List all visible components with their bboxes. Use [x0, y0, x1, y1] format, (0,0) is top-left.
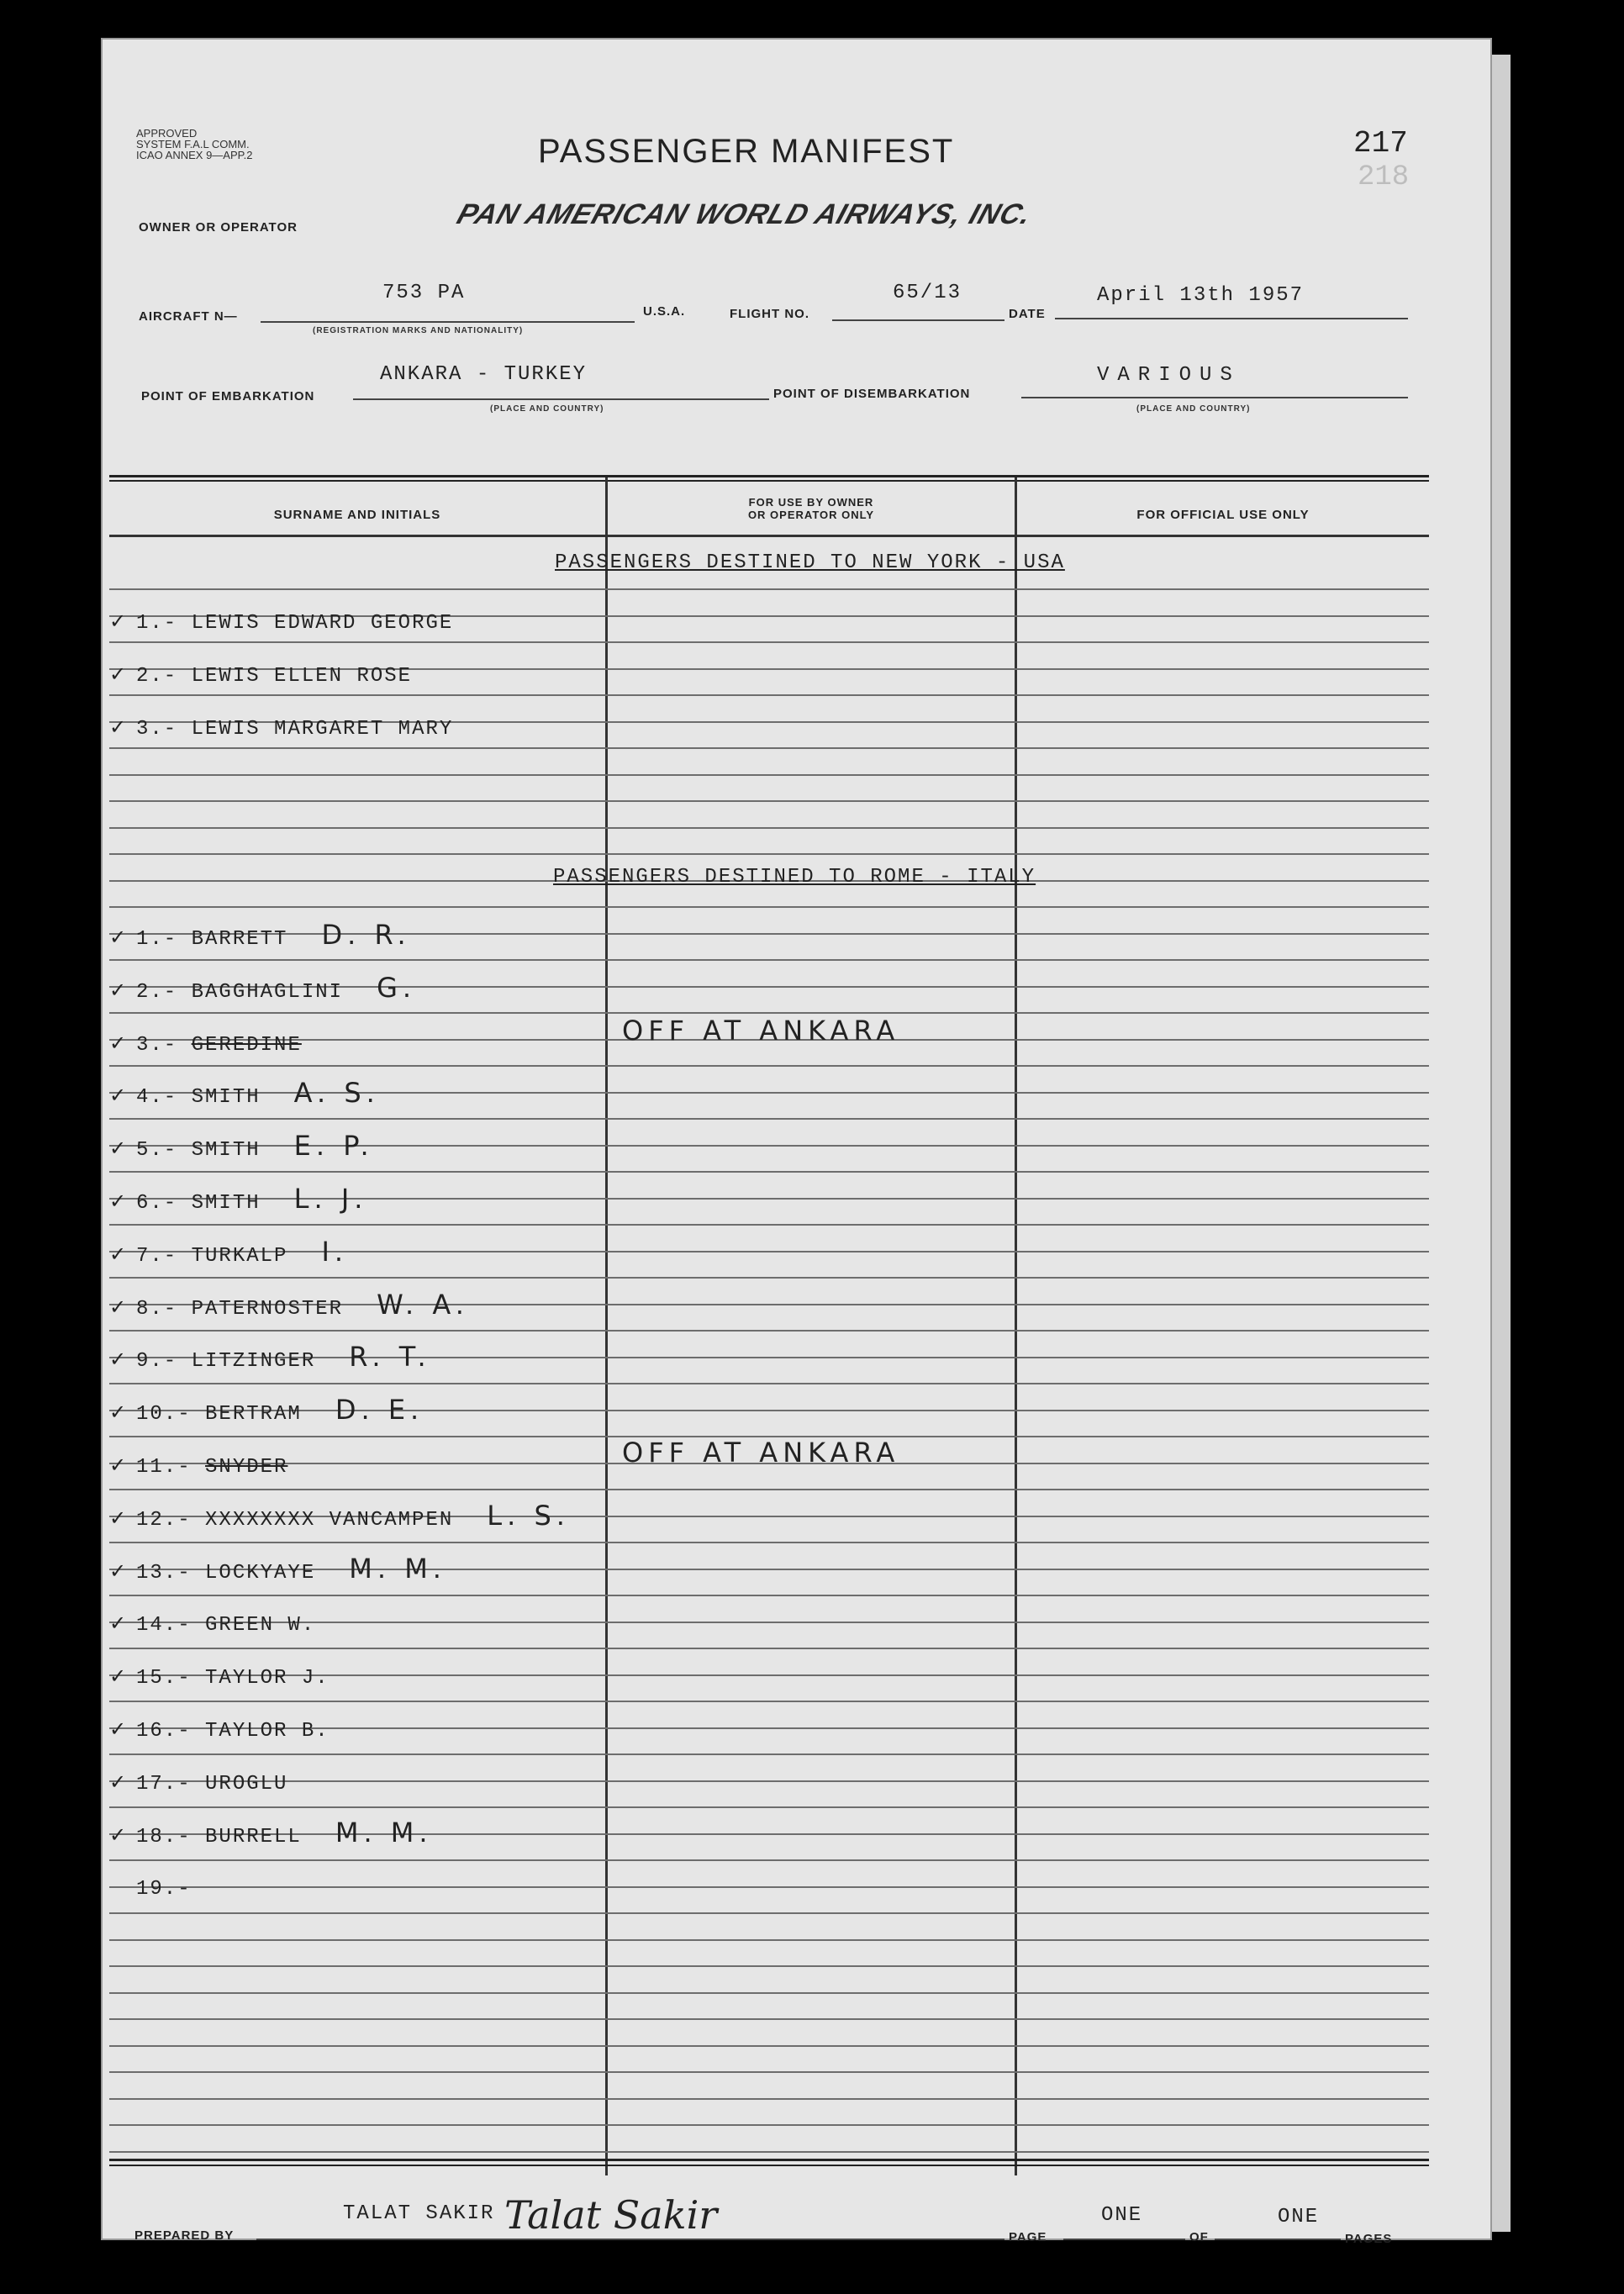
passenger-row: [109, 1605, 349, 1637]
aircraft-underline: [261, 321, 635, 323]
passenger-number: 19.-: [136, 1878, 192, 1901]
checkmark-icon: ✓: [109, 1189, 129, 1213]
checkmark-icon: ✓: [109, 1084, 129, 1108]
passenger-number: 15.-: [136, 1667, 192, 1690]
passenger-name: TAYLOR B.: [205, 1720, 330, 1743]
checkmark-icon: ✓: [109, 1136, 129, 1161]
pages-label: PAGES: [1345, 2232, 1393, 2246]
page-title: PASSENGER MANIFEST: [538, 133, 955, 170]
passenger-number: 3.-: [136, 718, 178, 741]
ruled-line: [109, 1886, 1429, 1888]
passenger-name: LOCKYAYE: [205, 1561, 316, 1585]
signature: Talat Sakir: [504, 2192, 718, 2238]
passenger-number: 18.-: [136, 1825, 192, 1848]
passenger-initials: I.: [321, 1235, 349, 1268]
passenger-initials: W. A.: [377, 1288, 469, 1321]
aircraft-value: 753 PA: [382, 282, 466, 304]
passenger-initials: A. S.: [293, 1077, 380, 1110]
passenger-row: [109, 1394, 424, 1426]
checkmark-icon: ✓: [109, 1558, 129, 1583]
passenger-row: [109, 1447, 321, 1479]
ruled-line: [109, 1171, 1429, 1173]
ruled-line: [109, 1383, 1429, 1384]
checkmark-icon: ✓: [109, 662, 129, 686]
ruled-line: [109, 1330, 1429, 1332]
passenger-name: SMITH: [191, 1139, 261, 1163]
ruled-line: [109, 694, 1429, 696]
passenger-number: 8.-: [136, 1297, 178, 1321]
passenger-initials: R. T.: [349, 1341, 431, 1374]
passenger-name: GEREDINE: [191, 1033, 302, 1057]
passenger-row: [109, 1869, 225, 1901]
passenger-name: LITZINGER: [191, 1350, 316, 1374]
date-label: DATE: [1009, 307, 1046, 321]
column-header-operator-line: OR OPERATOR ONLY: [747, 509, 875, 521]
column-header-official: FOR OFFICIAL USE ONLY: [1136, 508, 1310, 522]
checkmark-icon: ✓: [109, 1242, 129, 1266]
passenger-number: 4.-: [136, 1086, 178, 1110]
ruled-line: [109, 2151, 1429, 2153]
flight-label: FLIGHT NO.: [730, 307, 809, 321]
embark-value: ANKARA - TURKEY: [380, 363, 588, 386]
ruled-line: [109, 588, 1429, 590]
checkmark-icon: ✓: [109, 978, 129, 1002]
passenger-number: 5.-: [136, 1139, 178, 1163]
passenger-number: 9.-: [136, 1350, 178, 1374]
checkmark-icon: ✓: [109, 926, 129, 949]
ruled-line: [109, 1965, 1429, 1967]
table-bottom-rule-2: [109, 2165, 1429, 2166]
column-header-operator-line: FOR USE BY OWNER: [748, 496, 874, 509]
passenger-name: BARRETT: [191, 928, 288, 951]
table-top-rule: [109, 475, 1429, 477]
passenger-number: 2.-: [136, 665, 178, 688]
passenger-row: [109, 609, 453, 635]
checkmark-icon: ✓: [109, 1400, 129, 1425]
paper-edge: [1492, 55, 1511, 2232]
passenger-initials: D. E.: [335, 1394, 424, 1426]
disembark-underline: [1021, 397, 1408, 398]
passenger-name: BERTRAM: [205, 1403, 302, 1426]
passenger-number: 1.-: [136, 928, 178, 951]
passenger-initials: L. J.: [293, 1183, 368, 1215]
prepared-value: TALAT SAKIR: [343, 2202, 495, 2225]
passenger-row: [109, 662, 412, 688]
passenger-name: SNYDER: [205, 1456, 288, 1479]
passenger-row: [109, 1236, 348, 1268]
passenger-name: BURRELL: [205, 1825, 302, 1848]
of-underline: [1215, 2239, 1341, 2240]
ruled-line: [109, 2098, 1429, 2100]
passenger-number: 14.-: [136, 1614, 192, 1637]
of-value: ONE: [1278, 2206, 1320, 2228]
ruled-line: [109, 1859, 1429, 1861]
flight-value: 65/13: [893, 282, 962, 304]
passenger-name: SMITH: [191, 1192, 261, 1215]
aircraft-label: AIRCRAFT N—: [139, 309, 238, 324]
approval-line: ICAO ANNEX 9—APP.2: [136, 149, 253, 161]
passenger-row: [109, 715, 453, 741]
page-underline: [1063, 2239, 1185, 2240]
ruled-line: [109, 1277, 1429, 1279]
embark-underline: [353, 398, 769, 400]
ruled-line: [109, 1065, 1429, 1067]
page-number: 217: [1353, 126, 1408, 161]
checkmark-icon: ✓: [109, 1769, 129, 1794]
flight-underline: [832, 319, 1004, 321]
ruled-line: [109, 641, 1429, 643]
ruled-line: [109, 2124, 1429, 2126]
checkmark-icon: ✓: [109, 1295, 129, 1319]
passenger-number: 13.-: [136, 1561, 192, 1585]
passenger-number: 10.-: [136, 1403, 192, 1426]
approval-stamp: [136, 128, 253, 161]
passenger-row: [109, 1183, 367, 1215]
ruled-line: [109, 1542, 1429, 1543]
page-label: PAGE: [1009, 2230, 1047, 2244]
ruled-line: [109, 1595, 1429, 1596]
checkmark-icon: ✓: [109, 1611, 129, 1636]
ruled-line: [109, 1939, 1429, 1941]
passenger-initials: L. S.: [487, 1499, 570, 1532]
ruled-line: [109, 1118, 1429, 1120]
ruled-line: [109, 774, 1429, 776]
passenger-name: BAGGHAGLINI: [191, 980, 344, 1004]
ruled-line: [109, 2071, 1429, 2073]
passenger-row: [109, 1553, 446, 1585]
checkmark-icon: ✓: [109, 609, 129, 633]
prepared-label: PREPARED BY: [134, 2228, 235, 2243]
passenger-remark: OFF AT ANKARA: [622, 1437, 900, 1469]
passenger-row: [109, 1500, 570, 1532]
ruled-line: [109, 1912, 1429, 1914]
passenger-number: 11.-: [136, 1456, 192, 1479]
passenger-number: 1.-: [136, 612, 178, 635]
passenger-row: [109, 1711, 363, 1743]
owner-value: PAN AMERICAN WORLD AIRWAYS, INC.: [452, 198, 1036, 230]
ruled-line: [109, 1489, 1429, 1490]
date-value: April 13th 1957: [1097, 284, 1305, 307]
table-top-rule-2: [109, 480, 1429, 482]
passenger-name: GREEN W.: [205, 1614, 316, 1637]
ruled-line: [109, 1992, 1429, 1994]
checkmark-icon: ✓: [109, 1506, 129, 1530]
checkmark-icon: ✓: [109, 1822, 129, 1847]
owner-label: OWNER OR OPERATOR: [139, 220, 298, 235]
ruled-line: [109, 959, 1429, 961]
checkmark-icon: ✓: [109, 715, 129, 739]
checkmark-icon: ✓: [109, 1347, 129, 1372]
of-label: OF: [1189, 2230, 1209, 2244]
checkmark-icon: ✓: [109, 1664, 129, 1689]
passenger-name: TAYLOR J.: [205, 1667, 330, 1690]
passenger-name: XXXXXXXX VANCAMPEN: [205, 1508, 454, 1532]
passenger-name: UROGLU: [205, 1772, 288, 1796]
disembark-label: POINT OF DISEMBARKATION: [773, 387, 971, 401]
ruled-line: [109, 747, 1429, 749]
ruled-line: [109, 2018, 1429, 2020]
passenger-row: [109, 1289, 469, 1321]
passenger-initials: E. P.: [293, 1130, 374, 1163]
ruled-line: [109, 827, 1429, 829]
passenger-row: [109, 1817, 433, 1848]
checkmark-icon: ✓: [109, 1453, 129, 1477]
checkmark-icon: ✓: [109, 1717, 129, 1741]
column-divider-1: [605, 477, 608, 2175]
table-header-rule: [109, 535, 1429, 537]
passenger-number: 7.-: [136, 1244, 178, 1268]
usa-label: U.S.A.: [643, 304, 686, 319]
ruled-line: [109, 1806, 1429, 1808]
ruled-line: [109, 1753, 1429, 1755]
passenger-initials: G.: [377, 971, 417, 1004]
date-underline: [1055, 318, 1408, 319]
passenger-row: [109, 1341, 431, 1373]
passenger-row: [109, 1025, 335, 1057]
passenger-name: LEWIS EDWARD GEORGE: [191, 612, 454, 635]
column-divider-2: [1015, 477, 1017, 2175]
disembark-sub: (PLACE AND COUNTRY): [1136, 404, 1251, 414]
page-number-ghost: 218: [1358, 161, 1410, 193]
ruled-line: [109, 1701, 1429, 1702]
ruled-line: [109, 1224, 1429, 1226]
disembark-value: VARIOUS: [1097, 364, 1241, 387]
ruled-line: [109, 1648, 1429, 1649]
section-heading: PASSENGERS DESTINED TO ROME - ITALY: [553, 866, 1036, 889]
passenger-row: [109, 919, 411, 951]
ruled-line: [109, 800, 1429, 802]
passenger-number: 6.-: [136, 1192, 178, 1215]
passenger-row: [109, 1764, 321, 1796]
passenger-number: 2.-: [136, 980, 178, 1004]
passenger-number: 16.-: [136, 1720, 192, 1743]
passenger-row: [109, 1658, 363, 1690]
column-header-operator: [608, 496, 1015, 521]
passenger-remark: OFF AT ANKARA: [622, 1014, 900, 1047]
passenger-name: SMITH: [191, 1086, 261, 1110]
passenger-name: LEWIS ELLEN ROSE: [191, 665, 413, 688]
passenger-initials: M. M.: [349, 1552, 446, 1585]
passenger-name: PATERNOSTER: [191, 1297, 344, 1321]
embark-label: POINT OF EMBARKATION: [141, 389, 315, 403]
aircraft-sub: (REGISTRATION MARKS AND NATIONALITY): [313, 326, 524, 335]
embark-sub: (PLACE AND COUNTRY): [490, 404, 604, 414]
passenger-row: [109, 1077, 380, 1109]
page-value: ONE: [1101, 2204, 1143, 2227]
ruled-line: [109, 2045, 1429, 2047]
ruled-line: [109, 906, 1429, 908]
passenger-number: 3.-: [136, 1033, 178, 1057]
passenger-number: 12.-: [136, 1508, 192, 1532]
approval-line: SYSTEM F.A.L COMM.: [136, 138, 250, 150]
column-header-surname: SURNAME AND INITIALS: [273, 508, 441, 522]
table-bottom-rule: [109, 2159, 1429, 2161]
passenger-name: LEWIS MARGARET MARY: [191, 718, 454, 741]
passenger-initials: D. R.: [321, 919, 411, 951]
passenger-name: TURKALP: [191, 1244, 288, 1268]
prepared-underline: [256, 2239, 1004, 2240]
passenger-initials: M. M.: [335, 1816, 433, 1848]
ruled-line: [109, 853, 1429, 855]
section-heading: PASSENGERS DESTINED TO NEW YORK - USA: [555, 551, 1065, 574]
approval-line: APPROVED: [136, 127, 198, 140]
passenger-row: [109, 972, 416, 1004]
passenger-number: 17.-: [136, 1772, 192, 1796]
passenger-row: [109, 1130, 374, 1162]
checkmark-icon: ✓: [109, 1031, 129, 1055]
